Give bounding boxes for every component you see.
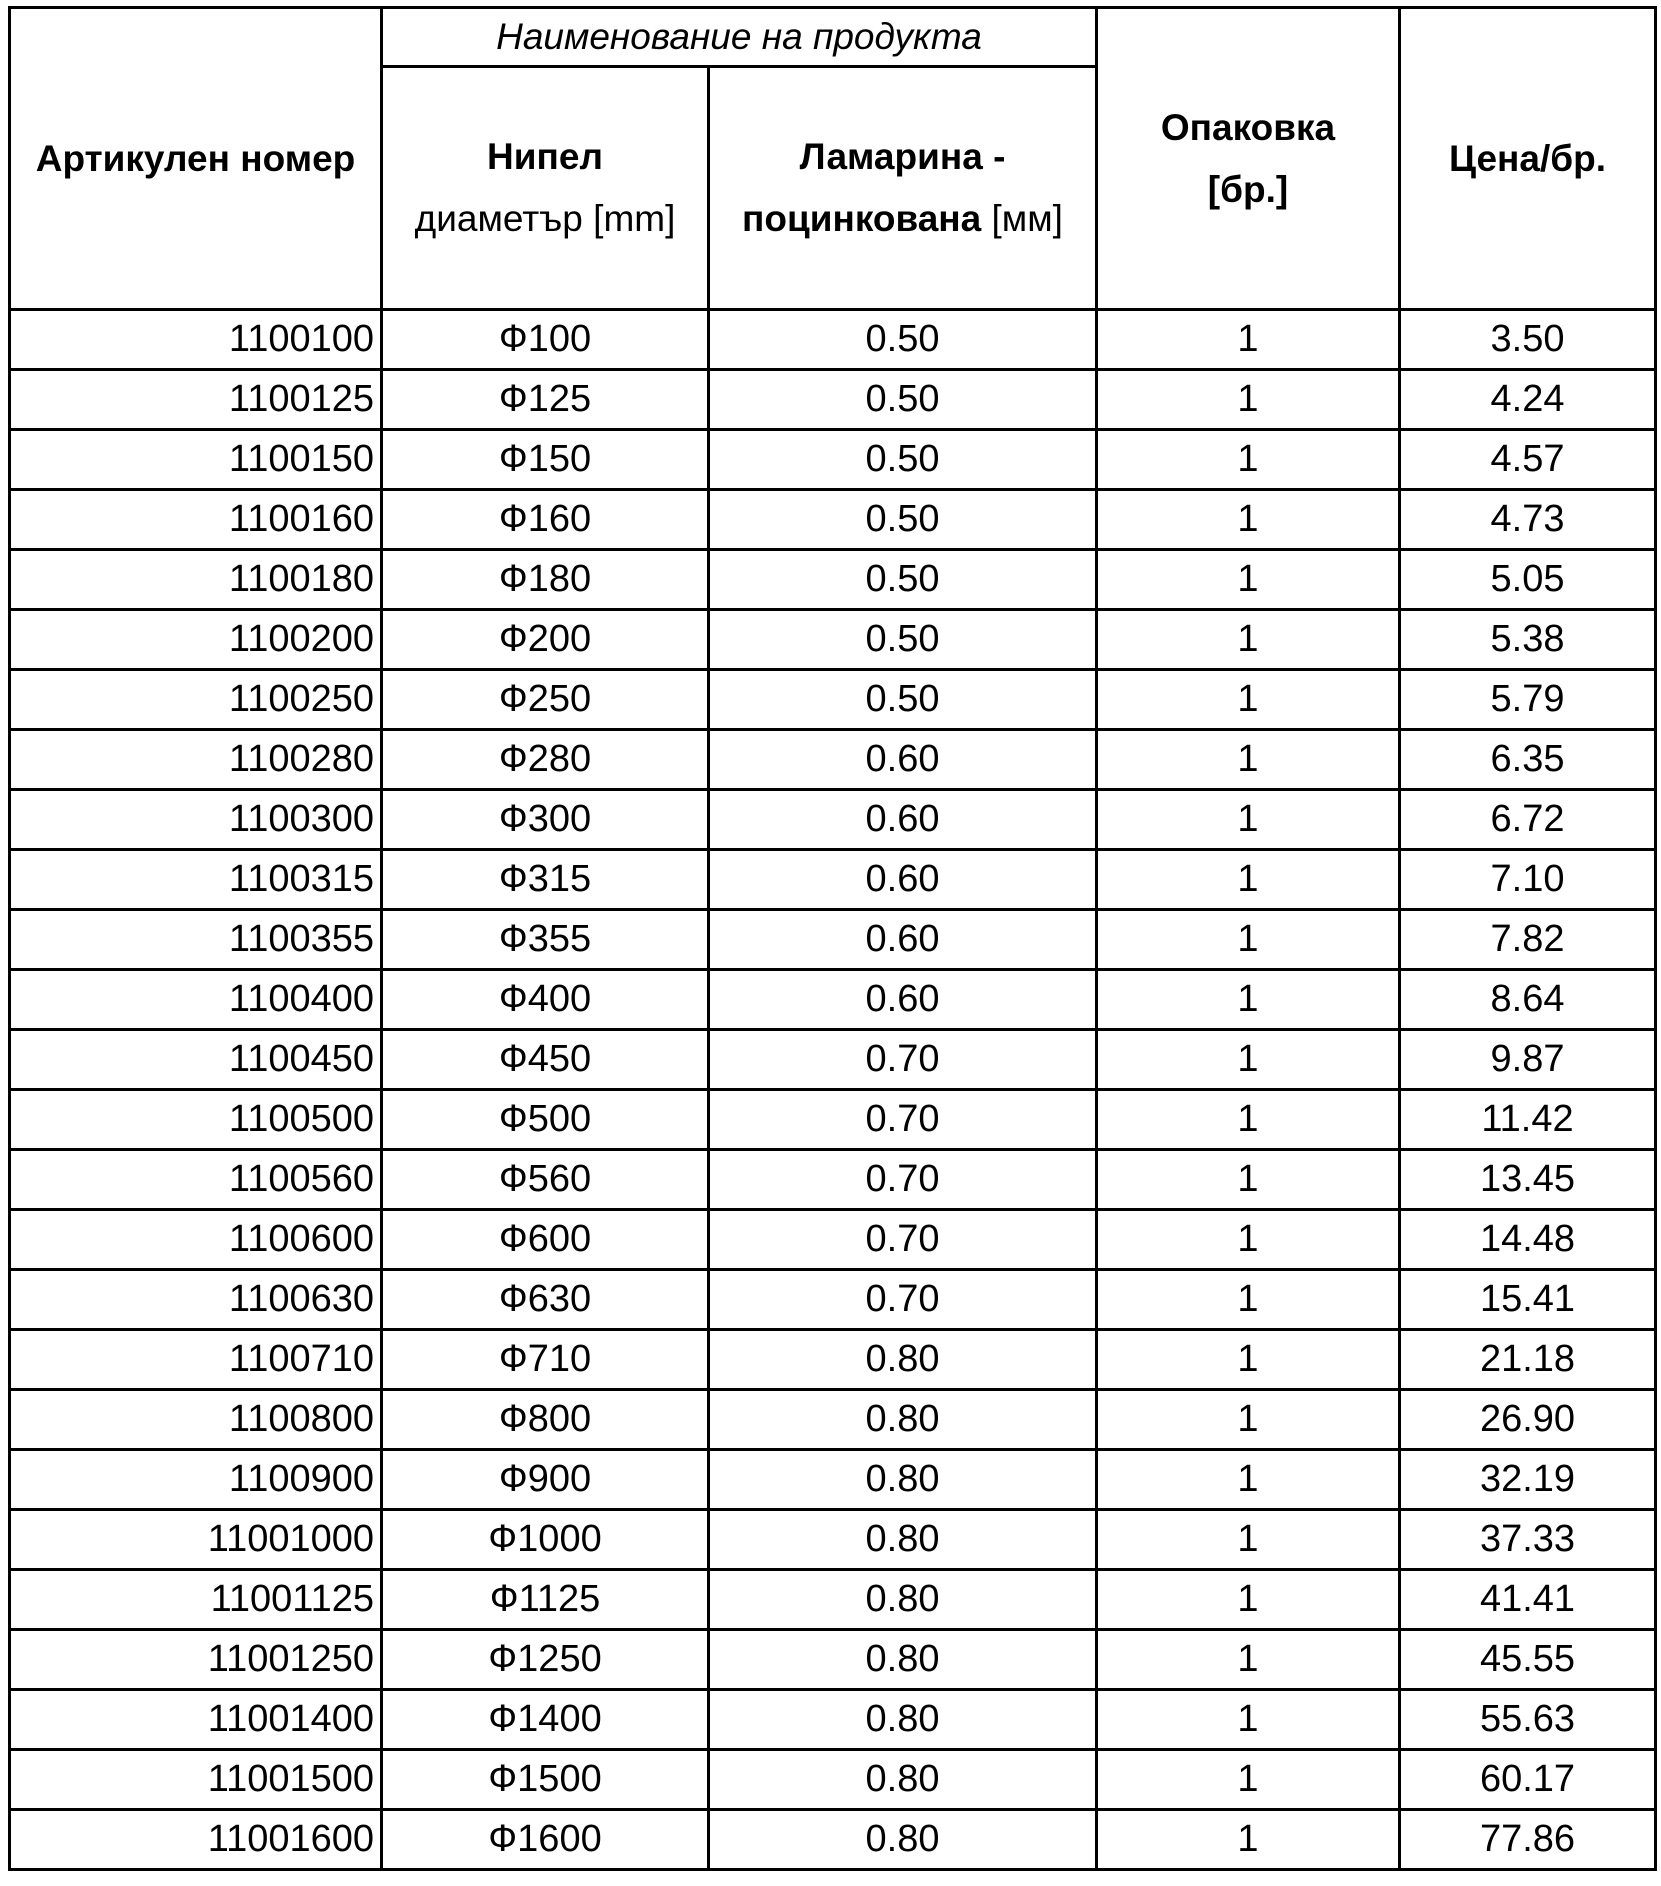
cell-package-qty: 1 (1097, 670, 1400, 730)
cell-article-number: 1100600 (10, 1210, 382, 1270)
header-price: Цена/бр. (1400, 8, 1656, 310)
cell-package-qty: 1 (1097, 1510, 1400, 1570)
cell-sheet-thickness: 0.50 (709, 430, 1097, 490)
cell-nipple-diameter: Ф150 (382, 430, 709, 490)
cell-package-qty: 1 (1097, 970, 1400, 1030)
cell-article-number: 1100630 (10, 1270, 382, 1330)
table-row (10, 1030, 1656, 1090)
cell-sheet-thickness: 0.80 (709, 1630, 1097, 1690)
cell-nipple-diameter: Ф315 (382, 850, 709, 910)
cell-price: 11.42 (1400, 1090, 1656, 1150)
cell-price: 60.17 (1400, 1750, 1656, 1810)
cell-article-number: 1100100 (10, 310, 382, 370)
cell-price: 6.72 (1400, 790, 1656, 850)
cell-package-qty: 1 (1097, 1330, 1400, 1390)
cell-article-number: 11001000 (10, 1510, 382, 1570)
cell-price: 41.41 (1400, 1570, 1656, 1630)
cell-package-qty: 1 (1097, 1090, 1400, 1150)
cell-article-number: 1100280 (10, 730, 382, 790)
cell-package-qty: 1 (1097, 1630, 1400, 1690)
cell-article-number: 1100450 (10, 1030, 382, 1090)
cell-nipple-diameter: Ф500 (382, 1090, 709, 1150)
table-row (10, 910, 1656, 970)
cell-nipple-diameter: Ф100 (382, 310, 709, 370)
cell-sheet-thickness: 0.70 (709, 1210, 1097, 1270)
cell-sheet-thickness: 0.60 (709, 970, 1097, 1030)
cell-sheet-thickness: 0.50 (709, 370, 1097, 430)
table-row (10, 1090, 1656, 1150)
table-row (10, 550, 1656, 610)
table-row (10, 970, 1656, 1030)
cell-nipple-diameter: Ф1000 (382, 1510, 709, 1570)
cell-article-number: 1100710 (10, 1330, 382, 1390)
header-nipple (382, 67, 709, 310)
cell-price: 14.48 (1400, 1210, 1656, 1270)
cell-package-qty: 1 (1097, 310, 1400, 370)
cell-article-number: 1100800 (10, 1390, 382, 1450)
cell-package-qty: 1 (1097, 430, 1400, 490)
table-row (10, 1750, 1656, 1810)
cell-package-qty: 1 (1097, 1810, 1400, 1870)
cell-nipple-diameter: Ф355 (382, 910, 709, 970)
cell-price: 55.63 (1400, 1690, 1656, 1750)
table-row (10, 370, 1656, 430)
cell-sheet-thickness: 0.50 (709, 670, 1097, 730)
cell-sheet-thickness: 0.80 (709, 1330, 1097, 1390)
cell-price: 4.73 (1400, 490, 1656, 550)
cell-package-qty: 1 (1097, 1570, 1400, 1630)
table-row (10, 1570, 1656, 1630)
table-row (10, 1810, 1656, 1870)
cell-nipple-diameter: Ф125 (382, 370, 709, 430)
cell-package-qty: 1 (1097, 1210, 1400, 1270)
cell-package-qty: 1 (1097, 490, 1400, 550)
cell-nipple-diameter: Ф200 (382, 610, 709, 670)
cell-nipple-diameter: Ф900 (382, 1450, 709, 1510)
header-package-line2: [бр.] (1207, 168, 1289, 210)
cell-price: 37.33 (1400, 1510, 1656, 1570)
cell-package-qty: 1 (1097, 610, 1400, 670)
cell-nipple-diameter: Ф1125 (382, 1570, 709, 1630)
table-row (10, 850, 1656, 910)
cell-nipple-diameter: Ф300 (382, 790, 709, 850)
cell-article-number: 11001125 (10, 1570, 382, 1630)
cell-sheet-thickness: 0.70 (709, 1090, 1097, 1150)
table-row (10, 670, 1656, 730)
cell-sheet-thickness: 0.80 (709, 1810, 1097, 1870)
cell-article-number: 1100560 (10, 1150, 382, 1210)
table-row (10, 1450, 1656, 1510)
cell-price: 5.79 (1400, 670, 1656, 730)
cell-sheet-thickness: 0.80 (709, 1690, 1097, 1750)
cell-article-number: 1100180 (10, 550, 382, 610)
cell-article-number: 1100355 (10, 910, 382, 970)
cell-price: 7.10 (1400, 850, 1656, 910)
cell-price: 4.57 (1400, 430, 1656, 490)
cell-price: 5.05 (1400, 550, 1656, 610)
header-package (1097, 8, 1400, 310)
cell-price: 6.35 (1400, 730, 1656, 790)
cell-nipple-diameter: Ф450 (382, 1030, 709, 1090)
cell-sheet-thickness: 0.50 (709, 310, 1097, 370)
cell-nipple-diameter: Ф1500 (382, 1750, 709, 1810)
cell-package-qty: 1 (1097, 1150, 1400, 1210)
cell-nipple-diameter: Ф1600 (382, 1810, 709, 1870)
cell-sheet-thickness: 0.60 (709, 910, 1097, 970)
cell-sheet-thickness: 0.80 (709, 1750, 1097, 1810)
cell-sheet-thickness: 0.70 (709, 1270, 1097, 1330)
cell-nipple-diameter: Ф710 (382, 1330, 709, 1390)
cell-sheet-thickness: 0.80 (709, 1450, 1097, 1510)
cell-price: 7.82 (1400, 910, 1656, 970)
cell-sheet-thickness: 0.80 (709, 1570, 1097, 1630)
cell-article-number: 1100500 (10, 1090, 382, 1150)
cell-package-qty: 1 (1097, 1270, 1400, 1330)
cell-package-qty: 1 (1097, 1750, 1400, 1810)
table-row (10, 430, 1656, 490)
table-row (10, 1270, 1656, 1330)
table-row (10, 310, 1656, 370)
cell-package-qty: 1 (1097, 1690, 1400, 1750)
header-sheet-line1: Ламарина - (799, 136, 1006, 177)
table-row (10, 1150, 1656, 1210)
table-row (10, 1510, 1656, 1570)
cell-price: 9.87 (1400, 1030, 1656, 1090)
cell-price: 8.64 (1400, 970, 1656, 1030)
cell-article-number: 1100315 (10, 850, 382, 910)
cell-nipple-diameter: Ф600 (382, 1210, 709, 1270)
header-nipple-subtitle: диаметър [mm] (414, 198, 676, 239)
cell-package-qty: 1 (1097, 370, 1400, 430)
table-row (10, 1690, 1656, 1750)
header-package-line1: Опаковка (1160, 106, 1336, 148)
table-row (10, 1630, 1656, 1690)
cell-package-qty: 1 (1097, 790, 1400, 850)
cell-package-qty: 1 (1097, 550, 1400, 610)
cell-article-number: 11001500 (10, 1750, 382, 1810)
cell-sheet-thickness: 0.60 (709, 790, 1097, 850)
table-row (10, 610, 1656, 670)
table-row (10, 730, 1656, 790)
cell-package-qty: 1 (1097, 1450, 1400, 1510)
cell-price: 32.19 (1400, 1450, 1656, 1510)
cell-price: 26.90 (1400, 1390, 1656, 1450)
cell-nipple-diameter: Ф250 (382, 670, 709, 730)
header-row-top (10, 8, 1656, 67)
cell-package-qty: 1 (1097, 850, 1400, 910)
header-article-number: Артикулен номер (10, 8, 382, 310)
cell-price: 13.45 (1400, 1150, 1656, 1210)
header-sheet (709, 67, 1097, 310)
table-row (10, 1390, 1656, 1450)
table-row (10, 790, 1656, 850)
cell-sheet-thickness: 0.60 (709, 850, 1097, 910)
cell-package-qty: 1 (1097, 910, 1400, 970)
cell-package-qty: 1 (1097, 1030, 1400, 1090)
table-row (10, 1330, 1656, 1390)
cell-sheet-thickness: 0.70 (709, 1030, 1097, 1090)
cell-article-number: 1100900 (10, 1450, 382, 1510)
cell-article-number: 11001600 (10, 1810, 382, 1870)
cell-nipple-diameter: Ф160 (382, 490, 709, 550)
cell-sheet-thickness: 0.50 (709, 490, 1097, 550)
cell-price: 45.55 (1400, 1630, 1656, 1690)
cell-nipple-diameter: Ф280 (382, 730, 709, 790)
cell-article-number: 11001250 (10, 1630, 382, 1690)
cell-package-qty: 1 (1097, 730, 1400, 790)
cell-package-qty: 1 (1097, 1390, 1400, 1450)
cell-price: 15.41 (1400, 1270, 1656, 1330)
cell-price: 4.24 (1400, 370, 1656, 430)
cell-article-number: 11001400 (10, 1690, 382, 1750)
cell-price: 3.50 (1400, 310, 1656, 370)
cell-article-number: 1100400 (10, 970, 382, 1030)
header-product-name-group: Наименование на продукта (382, 8, 1097, 67)
cell-sheet-thickness: 0.80 (709, 1510, 1097, 1570)
cell-article-number: 1100125 (10, 370, 382, 430)
cell-article-number: 1100300 (10, 790, 382, 850)
cell-nipple-diameter: Ф1400 (382, 1690, 709, 1750)
cell-nipple-diameter: Ф1250 (382, 1630, 709, 1690)
cell-nipple-diameter: Ф800 (382, 1390, 709, 1450)
header-sheet-line2: поцинкована (742, 198, 982, 239)
cell-nipple-diameter: Ф400 (382, 970, 709, 1030)
cell-sheet-thickness: 0.80 (709, 1390, 1097, 1450)
price-table (8, 6, 1657, 1871)
header-sheet-unit: [мм] (991, 198, 1063, 239)
cell-article-number: 1100200 (10, 610, 382, 670)
cell-price: 5.38 (1400, 610, 1656, 670)
cell-article-number: 1100250 (10, 670, 382, 730)
cell-nipple-diameter: Ф180 (382, 550, 709, 610)
cell-article-number: 1100160 (10, 490, 382, 550)
table-body (10, 310, 1656, 1870)
cell-sheet-thickness: 0.60 (709, 730, 1097, 790)
header-nipple-title: Нипел (487, 136, 603, 177)
table-row (10, 490, 1656, 550)
table-row (10, 1210, 1656, 1270)
cell-nipple-diameter: Ф630 (382, 1270, 709, 1330)
cell-sheet-thickness: 0.50 (709, 550, 1097, 610)
cell-article-number: 1100150 (10, 430, 382, 490)
cell-sheet-thickness: 0.50 (709, 610, 1097, 670)
cell-price: 21.18 (1400, 1330, 1656, 1390)
cell-sheet-thickness: 0.70 (709, 1150, 1097, 1210)
cell-price: 77.86 (1400, 1810, 1656, 1870)
cell-nipple-diameter: Ф560 (382, 1150, 709, 1210)
